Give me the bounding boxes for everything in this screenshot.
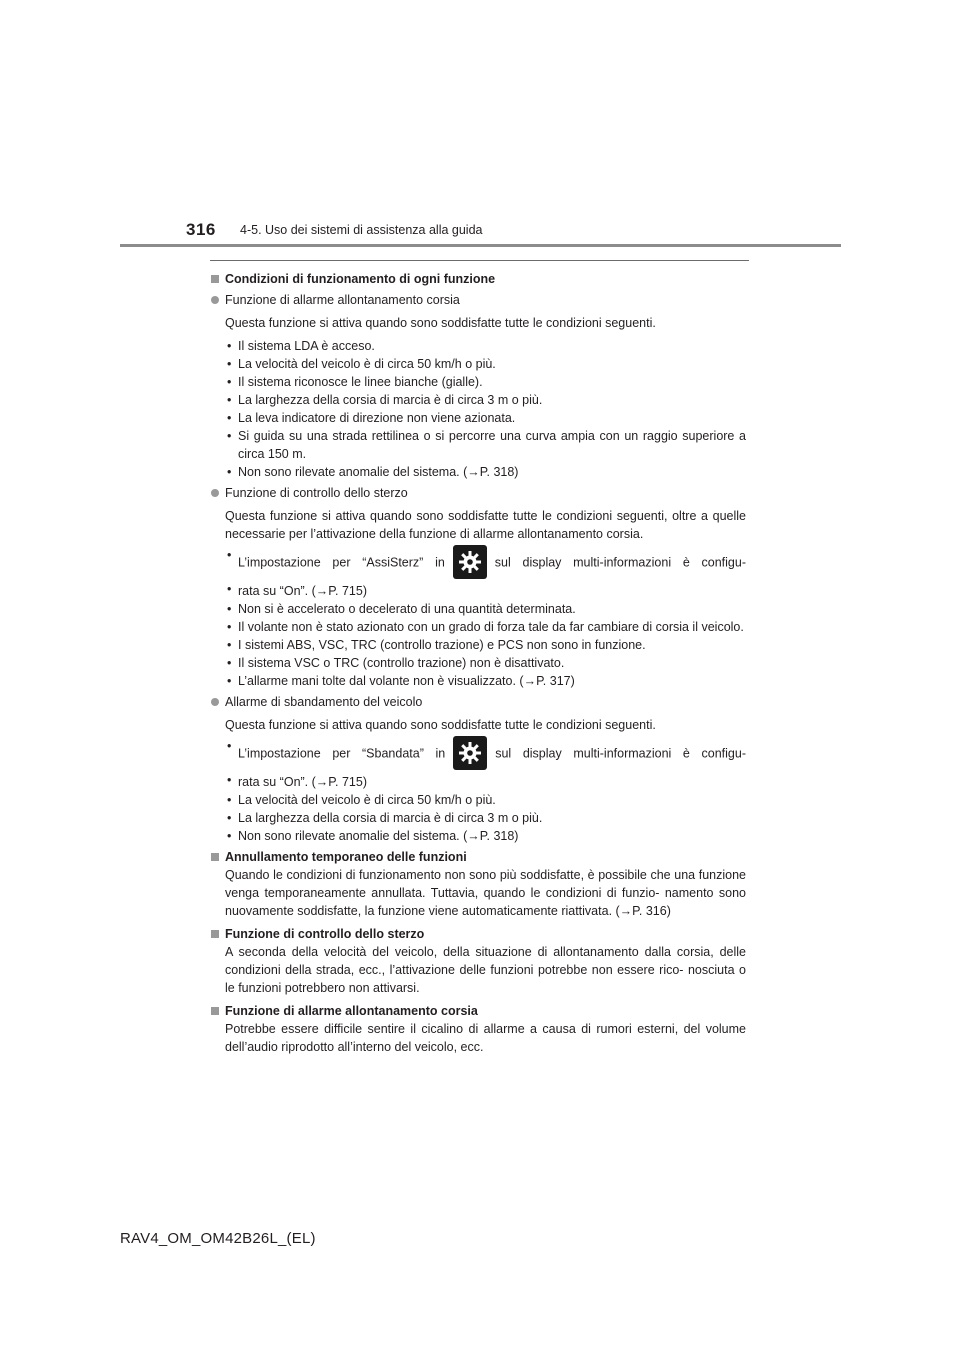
section-heading-lane-departure-alert: Funzione di allarme allontanamento corsia: [210, 1002, 746, 1020]
list-item: • Non sono rilevate anomalie del sistema. (→P. 318): [238, 827, 746, 845]
list-item: • La velocità del veicolo è di circa 50 km/h o più.: [238, 355, 746, 373]
document-code: RAV4_OM_OM42B26L_(EL): [120, 1230, 316, 1247]
list-item: • Il volante non è stato azionato con un grado di forza tale da far cambiare di corsia il veicolo.: [238, 618, 746, 636]
list-item-text: sul display multi-informazioni è configu-: [495, 746, 746, 761]
list-item: • L’allarme mani tolte dal volante non è visualizzato. (→P. 317): [238, 672, 746, 690]
list-item-text: L’impostazione per “Sbandata” in: [238, 746, 446, 761]
chapter-title: 4-5. Uso dei sistemi di assistenza alla guida: [240, 223, 483, 237]
gear-icon: [453, 545, 487, 579]
subheading-lane-departure-alert: Funzione di allarme allontanamento corsia: [210, 291, 746, 309]
section-heading-conditions: Condizioni di funzionamento di ogni funzione: [210, 270, 746, 288]
paragraph-lda-intro: Questa funzione si attiva quando sono soddisfatte tutte le condizioni seguenti.: [225, 316, 656, 330]
header-rule: [120, 244, 841, 247]
list-item-continuation: [238, 580, 746, 600]
section-heading-temporary-cancel: Annullamento temporaneo delle funzioni: [210, 848, 746, 866]
list-sway-conditions: [210, 737, 746, 845]
list-item-text: rata su “On”. (→P. 715): [238, 775, 367, 789]
list-item: • Il sistema riconosce le linee bianche (gialle).: [238, 373, 746, 391]
section-rule: [210, 260, 749, 261]
list-item-text: L’impostazione per “AssiSterz” in: [238, 555, 445, 570]
gear-icon: [453, 736, 487, 770]
subheading-sway-warning: Allarme di sbandamento del veicolo: [210, 693, 746, 711]
list-item-text: sul display multi-informazioni è configu-: [494, 555, 746, 570]
list-steering-conditions: [210, 546, 746, 690]
paragraph-lane-departure-alert: Potrebbe essere difficile sentire il cicalino di allarme a causa di rumori esterni, del volume dell’audio riprodotto all’interno del veicolo, ecc.: [225, 1022, 746, 1054]
list-item: • La leva indicatore di direzione non viene azionata.: [238, 409, 746, 427]
list-item-text: rata su “On”. (→P. 715): [238, 584, 367, 598]
list-item-continuation: [238, 771, 746, 791]
list-item: • I sistemi ABS, VSC, TRC (controllo trazione) e PCS non sono in funzione.: [238, 636, 746, 654]
list-item: • La larghezza della corsia di marcia è di circa 3 m o più.: [238, 391, 746, 409]
paragraph-steering-intro: Questa funzione si attiva quando sono soddisfatte tutte le condizioni seguenti, oltre a quelle necessarie per l’attivazione della funzione di allarme allontanamento corsia.: [225, 509, 746, 541]
subheading-steering-control: Funzione di controllo dello sterzo: [210, 484, 746, 502]
page-number: 316: [186, 220, 216, 239]
list-item: • Il sistema VSC o TRC (controllo trazione) non è disattivato.: [238, 654, 746, 672]
paragraph-sway-intro: Questa funzione si attiva quando sono soddisfatte tutte le condizioni seguenti.: [225, 718, 656, 732]
main-content: [210, 267, 746, 1056]
list-item: • Non sono rilevate anomalie del sistema. (→P. 318): [238, 463, 746, 481]
list-item-settings: [238, 546, 746, 580]
paragraph-temporary-cancel: Quando le condizioni di funzionamento non sono più soddisfatte, è possibile che una funzione venga temporaneamente annullata. Tuttavia, quando le condizioni di funzio- namento sono nuovamente soddisfatte, la funzione viene automaticamente riattivata. (→P. 316): [225, 868, 746, 918]
list-lda-conditions: [210, 337, 746, 481]
list-item: • La velocità del veicolo è di circa 50 km/h o più.: [238, 791, 746, 809]
section-heading-steering-control: Funzione di controllo dello sterzo: [210, 925, 746, 943]
list-item: • Il sistema LDA è acceso.: [238, 337, 746, 355]
list-item-settings: [238, 737, 746, 771]
list-item: • Non si è accelerato o decelerato di una quantità determinata.: [238, 600, 746, 618]
paragraph-steering-control: A seconda della velocità del veicolo, della situazione di allontanamento dalla corsia, delle condizioni della strada, ecc., l’attivazione delle funzioni potrebbe non essere rico- nosciuta o le funzioni potrebbero non attivarsi.: [225, 945, 746, 995]
list-item: • La larghezza della corsia di marcia è di circa 3 m o più.: [238, 809, 746, 827]
list-item: • Si guida su una strada rettilinea o si percorre una curva ampia con un raggio superiore a circa 150 m.: [238, 427, 746, 463]
